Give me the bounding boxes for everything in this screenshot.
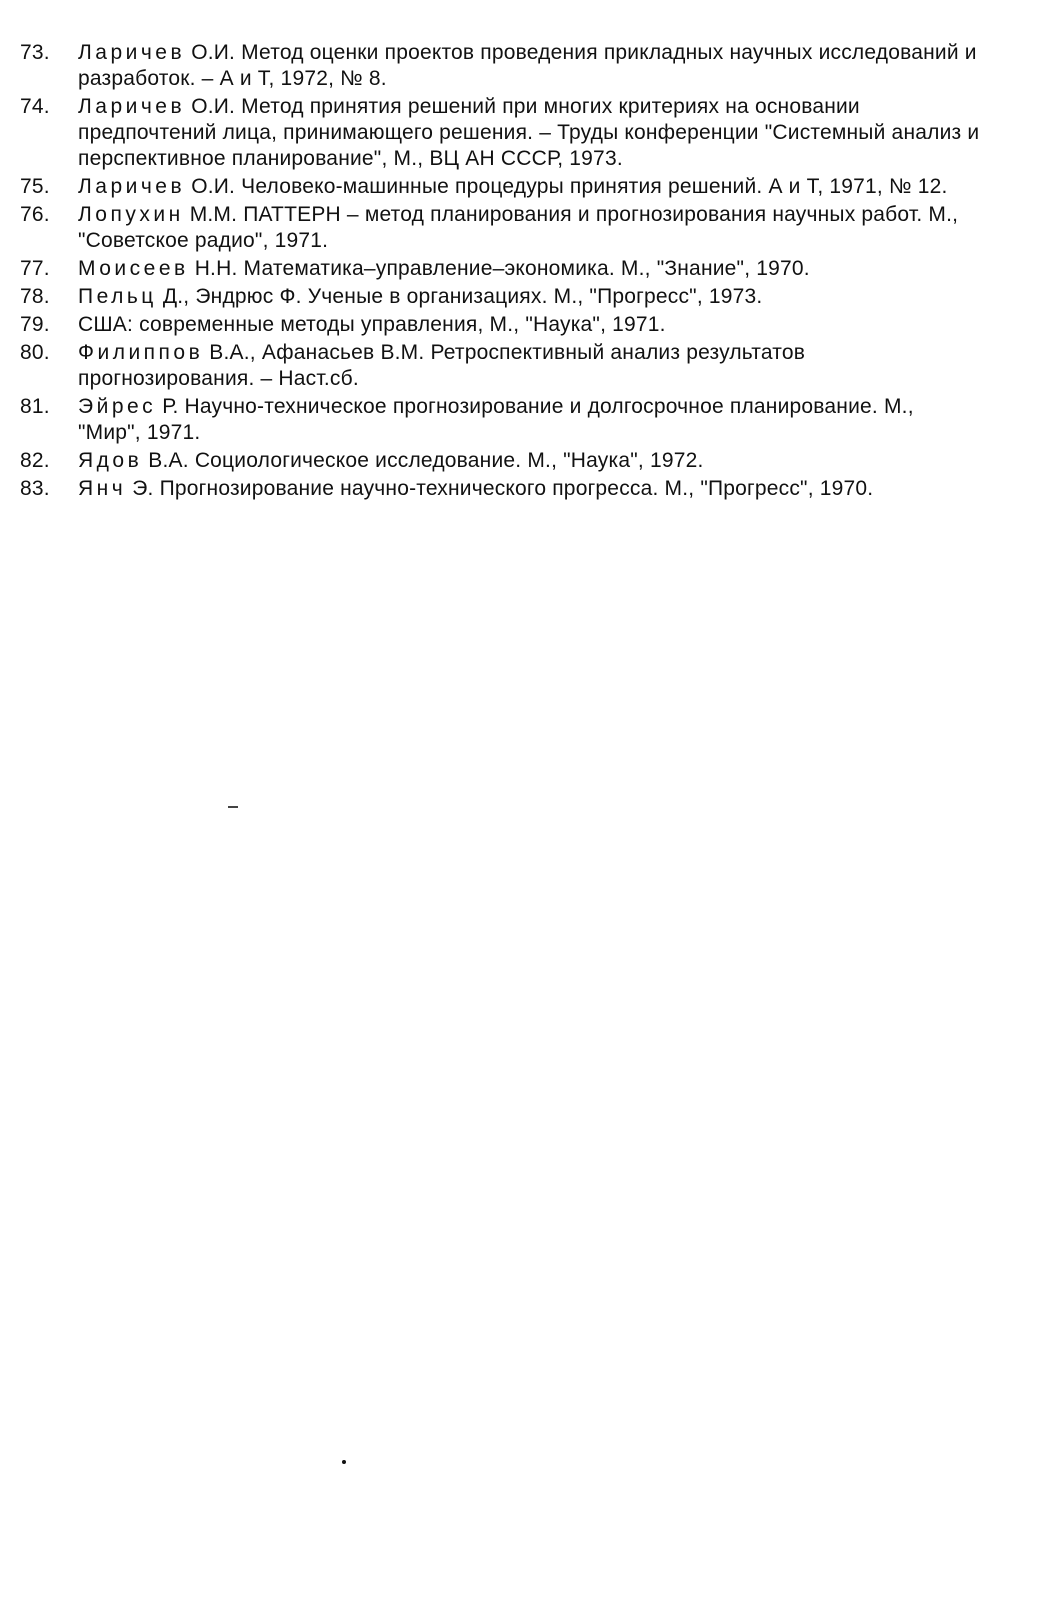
reference-item-79	[20, 312, 980, 338]
reference-text: Р. Научно-техническое прогнозирование и долгосрочное планирование. М., "Мир", 1971.	[78, 395, 914, 444]
reference-number: 77.	[20, 257, 50, 280]
reference-item-75	[20, 174, 980, 200]
reference-number: 79.	[20, 313, 50, 336]
stray-dot-mark	[342, 1460, 346, 1464]
reference-author: Ларичев	[78, 41, 186, 64]
reference-author: Ларичев	[78, 95, 186, 118]
reference-author: Моисеев	[78, 257, 189, 280]
reference-text: О.И. Метод принятия решений при многих критериях на основании предпочтений лица, принимающего решения. – Труды конференции "Системный анализ и перспективное планирование", М., ВЦ АН СССР, 1973.	[78, 95, 980, 170]
reference-text: Э. Прогнозирование научно-технического прогресса. М., "Прогресс", 1970.	[126, 477, 874, 500]
reference-item-74	[20, 94, 980, 172]
reference-list	[20, 40, 980, 504]
reference-number: 81.	[20, 395, 50, 418]
reference-number: 78.	[20, 285, 50, 308]
reference-text: Д., Эндрюс Ф. Ученые в организациях. М., "Прогресс", 1973.	[156, 285, 763, 308]
reference-item-76	[20, 202, 980, 254]
reference-number: 75.	[20, 175, 50, 198]
reference-text: США: современные методы управления, М., "Наука", 1971.	[78, 313, 666, 336]
reference-text: М.М. ПАТТЕРН – метод планирования и прогнозирования научных работ. М., "Советское радио", 1971.	[78, 203, 959, 252]
reference-item-81	[20, 394, 980, 446]
reference-text: В.А., Афанасьев В.М. Ретроспективный анализ результатов прогнозирования. – Наст.сб.	[78, 341, 806, 390]
reference-text: Н.Н. Математика–управление–экономика. М., "Знание", 1970.	[188, 257, 810, 280]
reference-number: 83.	[20, 477, 50, 500]
reference-number: 73.	[20, 41, 50, 64]
reference-item-78	[20, 284, 980, 310]
stray-dash-mark	[228, 806, 238, 808]
reference-number: 74.	[20, 95, 50, 118]
reference-text: В.А. Социологическое исследование. М., "Наука", 1972.	[142, 449, 704, 472]
reference-item-73	[20, 40, 980, 92]
reference-author: Янч	[78, 477, 127, 500]
reference-number: 80.	[20, 341, 50, 364]
reference-author: Филиппов	[78, 341, 204, 364]
reference-author: Эйрес	[78, 395, 157, 418]
reference-author: Лопухин	[78, 203, 184, 226]
reference-text: О.И. Метод оценки проектов проведения прикладных научных исследований и разработок. – А и Т, 1972, № 8.	[78, 41, 977, 90]
reference-author: Ларичев	[78, 175, 186, 198]
reference-number: 82.	[20, 449, 50, 472]
reference-item-83	[20, 476, 980, 502]
reference-item-82	[20, 448, 980, 474]
reference-author: Пельц	[78, 285, 157, 308]
reference-text: О.И. Человеко-машинные процедуры принятия решений. А и Т, 1971, № 12.	[185, 175, 948, 198]
reference-item-77	[20, 256, 980, 282]
reference-item-80	[20, 340, 980, 392]
reference-author: Ядов	[78, 449, 143, 472]
reference-number: 76.	[20, 203, 50, 226]
